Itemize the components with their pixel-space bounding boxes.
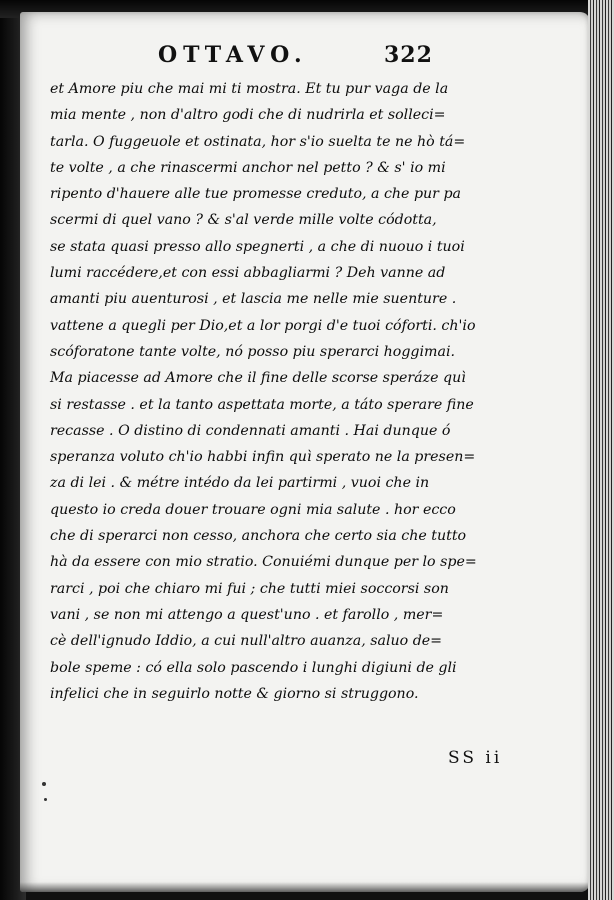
text-line: infelici che in seguirlo notte & giorno si struggono. [50,685,419,702]
text-line: vattene a quegli per Dio,et a lor porgi d'e tuoi cóforti. ch'io [50,317,476,334]
text-line: se stata quasi presso allo spegnerti , a che di nuouo i tuoi [50,238,465,255]
text-line: rarci , poi che chiaro mi fui ; che tutti miei soccorsi son [50,580,449,597]
book-page [20,12,590,892]
running-head-title: OTTAVO. [158,42,308,68]
text-line: questo io creda douer trouare ogni mia salute . hor ecco [50,501,456,518]
page-bottom-shadow [20,882,590,892]
text-line: cè dell'ignudo Iddio, a cui null'altro auanza, saluo de= [50,633,443,650]
text-line: ripento d'hauere alle tue promesse creduto, a che pur pa [50,186,462,203]
text-line: scermi di quel vano ? & s'al verde mille volte códotta, [50,212,437,229]
text-line: amanti piu auenturosi , et lascia me nelle mie suenture . [50,291,457,308]
body-text [50,76,500,707]
text-line: tarla. O fuggeuole et ostinata, hor s'io suelta te ne hò tá= [50,133,466,150]
stacked-page-edges [588,0,614,900]
text-line: za di lei . & métre intédo da lei partirmi , vuoi che in [50,475,430,492]
text-line: speranza voluto ch'io habbi infin quì sperato ne la presen= [50,449,476,466]
running-head [20,42,590,72]
text-line: recasse . O distino di condennati amanti . Hai dunque ó [50,422,451,439]
page-number: 322 [384,42,433,68]
ink-speck [44,798,47,801]
text-line: si restasse . et la tanto aspettata morte, a táto sperare fine [50,396,474,413]
text-line: bole speme : có ella solo pascendo i lunghi digiuni de gli [50,659,457,676]
text-line: scóforatone tante volte, nó posso piu sperarci hoggimai. [50,343,456,360]
text-line: lumi raccédere,et con essi abbagliarmi ? Deh vanne ad [50,265,446,282]
text-line: mia mente , non d'altro godi che di nudrirla et solleci= [50,107,446,124]
text-line: vani , se non mi attengo a quest'uno . et farollo , mer= [50,606,444,623]
text-line: et Amore piu che mai mi ti mostra. Et tu pur vaga de la [50,81,449,97]
text-line: te volte , a che rinascermi anchor nel petto ? & s' io mi [50,159,446,176]
text-line: Ma piacesse ad Amore che il fine delle scorse speráze quì [50,370,466,387]
text-line: hà da essere con mio stratio. Conuiémi dunque per lo spe= [50,554,477,571]
ink-speck [42,782,46,786]
text-line: che di sperarci non cesso, anchora che certo sia che tutto [50,528,467,545]
printer-signature-mark: SS ii [448,748,503,768]
